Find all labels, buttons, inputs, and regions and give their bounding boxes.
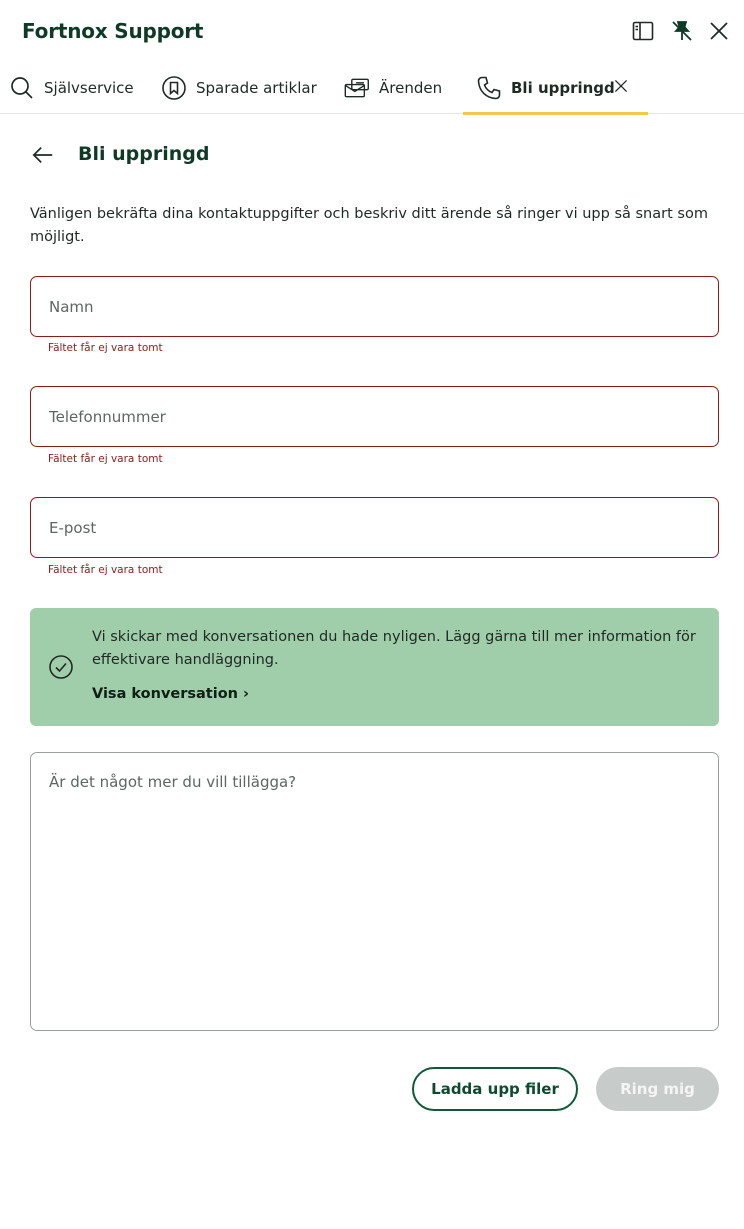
sidebar-toggle-icon[interactable]	[630, 18, 656, 44]
tab-label: Bli uppringd	[511, 79, 615, 97]
email-error: Fältet får ej vara tomt	[48, 564, 163, 576]
email-field[interactable]	[30, 497, 719, 558]
active-tab-indicator	[463, 112, 648, 115]
bookmark-icon	[161, 75, 187, 101]
name-field[interactable]	[30, 276, 719, 337]
call-me-button[interactable]: Ring mig	[596, 1067, 719, 1111]
tab-arenden[interactable]	[344, 62, 442, 114]
message-textarea[interactable]	[30, 752, 719, 1031]
tickets-icon	[344, 75, 370, 101]
upload-files-button[interactable]: Ladda upp filer	[412, 1067, 578, 1111]
name-error: Fältet får ej vara tomt	[48, 342, 163, 354]
close-panel-icon[interactable]	[706, 18, 732, 44]
page-title: Bli uppringd	[78, 143, 210, 165]
tab-sparade-artiklar[interactable]	[161, 62, 317, 114]
search-icon	[9, 75, 35, 101]
conversation-info-box	[30, 608, 719, 726]
info-text: Vi skickar med konversationen du hade nyligen. Lägg gärna till mer information för effektivare handläggning.	[92, 629, 696, 668]
back-arrow-icon[interactable]	[30, 142, 56, 168]
intro-text: Vänligen bekräfta dina kontaktuppgifter och beskriv ditt ärende så ringer vi upp så snart som möjligt.	[30, 206, 708, 245]
check-circle-icon	[48, 654, 74, 680]
tab-bli-uppringd[interactable]	[476, 62, 615, 114]
close-tab-icon[interactable]	[611, 76, 631, 96]
app-title: Fortnox Support	[22, 19, 204, 43]
tab-label: Sparade artiklar	[196, 79, 317, 97]
show-conversation-link[interactable]: Visa konversation ›	[92, 686, 250, 702]
panel-header	[0, 0, 744, 62]
phone-error: Fältet får ej vara tomt	[48, 453, 163, 465]
tab-label: Självservice	[44, 79, 134, 97]
tab-label: Ärenden	[379, 79, 443, 97]
phone-icon	[476, 75, 502, 101]
phone-field[interactable]	[30, 386, 719, 447]
unpin-icon[interactable]	[669, 18, 695, 44]
tab-bar	[0, 62, 744, 114]
tab-sjalvservice[interactable]	[9, 62, 134, 114]
